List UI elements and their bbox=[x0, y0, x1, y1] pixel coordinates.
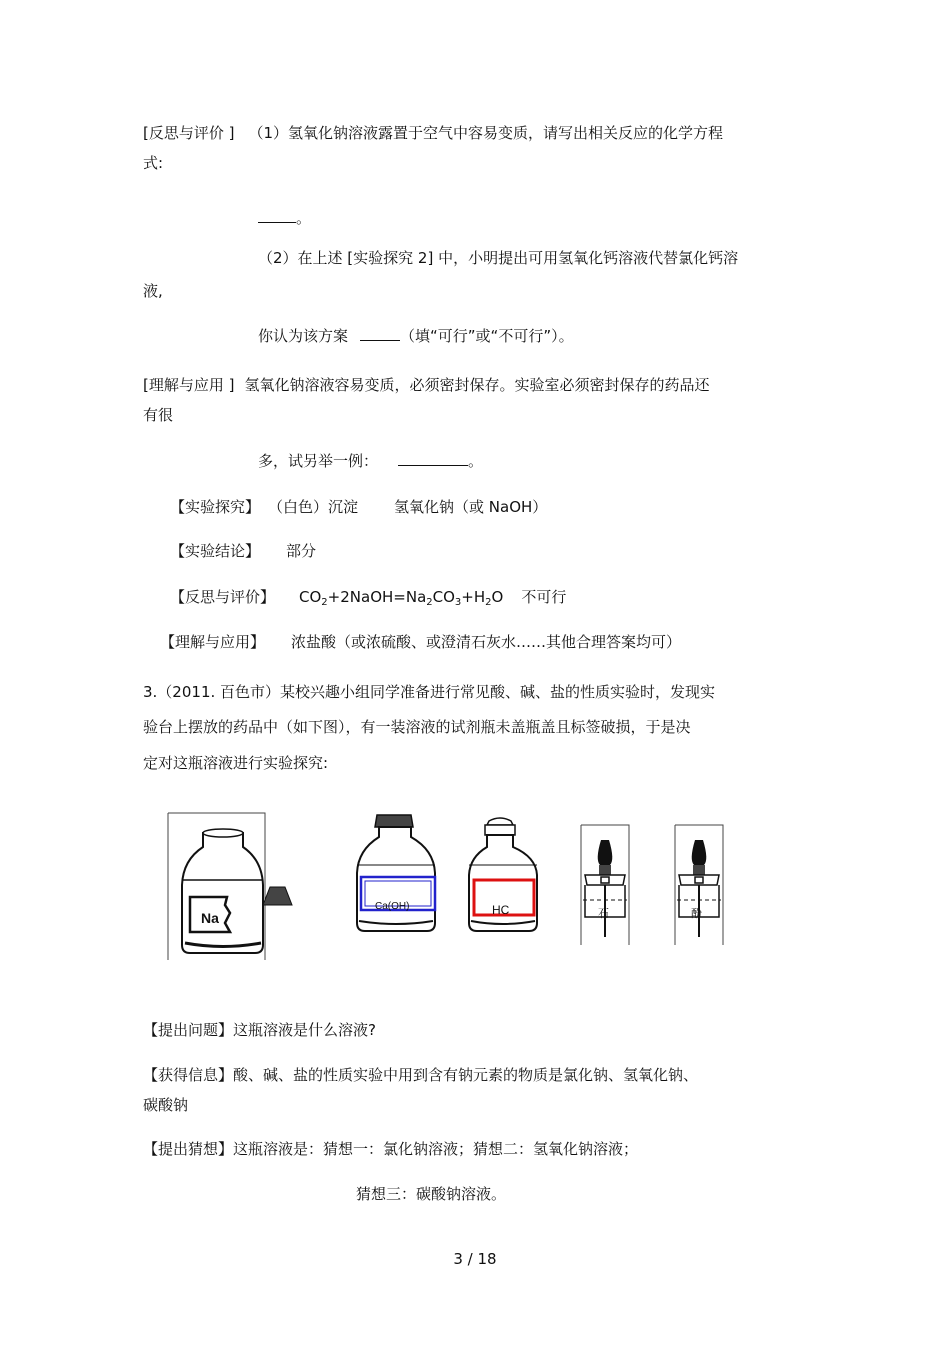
application-text bbox=[143, 375, 710, 395]
section-info-cont: 碳酸钠 bbox=[143, 1096, 189, 1114]
section-tag: 【获得信息】 bbox=[143, 1066, 234, 1084]
reflection-q2-cont: 液, bbox=[143, 282, 163, 300]
section-info bbox=[143, 1065, 698, 1085]
bottle-label-na: Na bbox=[201, 910, 219, 926]
application-line2 bbox=[258, 451, 483, 471]
hcl-bottle bbox=[469, 818, 537, 931]
problem3-line3: 定对这瓶溶液进行实验探究: bbox=[143, 754, 329, 772]
section-question bbox=[143, 1020, 376, 1040]
answer-application bbox=[160, 632, 681, 652]
answer-blank[interactable] bbox=[398, 451, 468, 466]
page-number: 3 / 18 bbox=[453, 1250, 497, 1268]
broken-label-bottle bbox=[168, 813, 292, 960]
punct: 。 bbox=[468, 452, 484, 470]
reflection-q2-prompt bbox=[258, 326, 574, 346]
question-text: （1）氢氧化钠溶液露置于空气中容易变质，请写出相关反应的化学方程 bbox=[248, 124, 724, 142]
dropper-bottle-phenolphthalein bbox=[675, 825, 723, 945]
section-tag: [反思与评价 ] bbox=[143, 124, 235, 142]
section-guess3: 猜想三：碳酸钠溶液。 bbox=[356, 1185, 507, 1203]
answer-tag: 【实验结论】 bbox=[170, 542, 261, 560]
answer-blank-line bbox=[258, 208, 311, 228]
application-cont: 有很 bbox=[143, 406, 174, 424]
answer-blank[interactable] bbox=[360, 326, 400, 341]
hint-text: （填“可行”或“不可行”）。 bbox=[400, 327, 574, 345]
section-tag: 【提出问题】 bbox=[143, 1021, 234, 1039]
answer-tag: 【实验探究】 bbox=[170, 498, 261, 516]
bottle-label-hcl: HC bbox=[492, 903, 510, 917]
section-text: 这瓶溶液是：猜想一：氯化钠溶液；猜想二：氢氧化钠溶液； bbox=[233, 1140, 639, 1158]
question-text: 氢氧化钠溶液容易变质，必须密封保存。实验室必须密封保存的药品还 bbox=[244, 376, 710, 394]
section-text: 这瓶溶液是什么溶液? bbox=[233, 1021, 376, 1039]
reflection-q1-cont: 式: bbox=[143, 154, 164, 172]
reagent-figure bbox=[165, 805, 735, 970]
reflection-q2: （2）在上述 [实验探究 2] 中，小明提出可用氢氧化钙溶液代替氯化钙溶 bbox=[258, 249, 739, 267]
answer-value: 氢氧化钠（或 NaOH） bbox=[394, 498, 548, 516]
answer-conclusion bbox=[170, 541, 316, 561]
answer-experiment bbox=[170, 497, 547, 517]
prompt-text: 多，试另举一例： bbox=[258, 452, 379, 470]
answer-value: 不可行 bbox=[521, 588, 567, 606]
section-guess bbox=[143, 1139, 638, 1159]
bottle-label-phenolphthalein: 酚 bbox=[691, 908, 702, 920]
bottle-label-caoh: Ca(OH) bbox=[375, 901, 410, 912]
dropper-bottle-litmus bbox=[581, 825, 629, 945]
caoh-bottle bbox=[357, 815, 435, 931]
answer-value: 浓盐酸（或浓硫酸、或澄清石灰水……其他合理答案均可） bbox=[291, 633, 682, 651]
prompt-text: 你认为该方案 bbox=[258, 327, 349, 345]
section-text: 酸、碱、盐的性质实验中用到含有钠元素的物质是氯化钠、氢氧化钠、 bbox=[233, 1066, 699, 1084]
chemical-equation: $CO_2+2NaOH=Na_2CO_3+H_2O$ bbox=[299, 588, 504, 608]
answer-value: （白色）沉淀 bbox=[268, 498, 359, 516]
reflection-q1 bbox=[143, 123, 723, 143]
answer-value: 部分 bbox=[286, 542, 317, 560]
punct: 。 bbox=[296, 209, 312, 227]
answer-blank[interactable] bbox=[258, 208, 296, 223]
answer-reflection bbox=[170, 587, 566, 613]
bottle-label-litmus: 石 bbox=[598, 908, 609, 920]
problem3-line1: 3.（2011. 百色市）某校兴趣小组同学准备进行常见酸、碱、盐的性质实验时，发现实 bbox=[143, 683, 716, 701]
section-tag: [理解与应用 ] bbox=[143, 376, 235, 394]
answer-tag: 【理解与应用】 bbox=[160, 633, 266, 651]
answer-tag: 【反思与评价】 bbox=[170, 588, 276, 606]
section-tag: 【提出猜想】 bbox=[143, 1140, 234, 1158]
problem3-line2: 验台上摆放的药品中（如下图），有一装溶液的试剂瓶未盖瓶盖且标签破损，于是决 bbox=[143, 718, 691, 736]
